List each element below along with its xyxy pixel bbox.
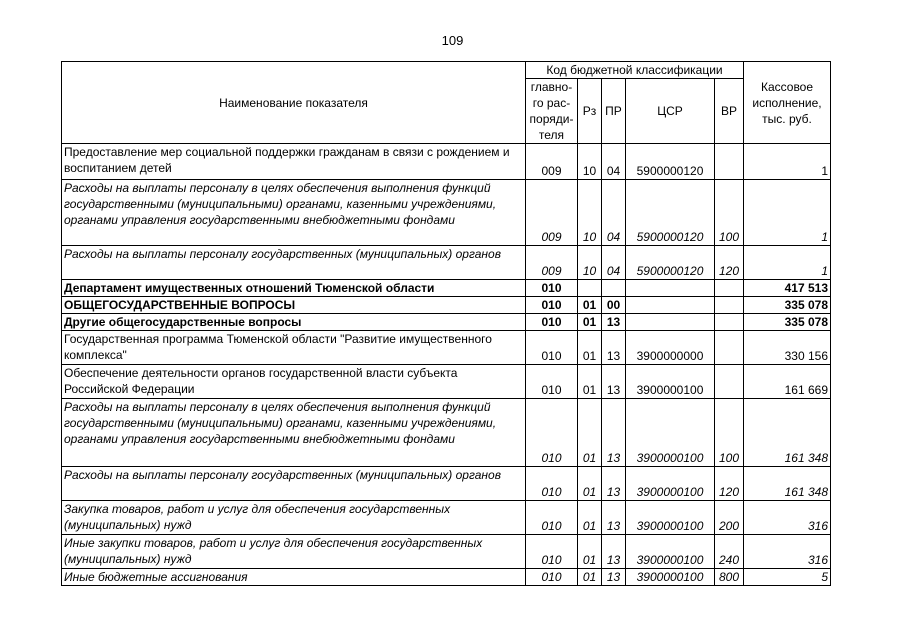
section-cell: 01 [578, 501, 602, 535]
expense-type-cell: 240 [715, 535, 744, 569]
table-row [62, 535, 831, 569]
main-manager-cell: 010 [526, 535, 578, 569]
name-cell: Закупка товаров, работ и услуг для обеспечения государственных (муниципальных) нужд [62, 501, 526, 535]
name-cell: Иные бюджетные ассигнования [62, 569, 526, 586]
target-item-cell: 3900000100 [626, 467, 715, 501]
expense-type-cell: 800 [715, 569, 744, 586]
section-cell: 10 [578, 144, 602, 180]
table-row [62, 399, 831, 467]
execution-sum-cell: 1 [744, 144, 831, 180]
target-item-cell: 3900000100 [626, 399, 715, 467]
table-row [62, 501, 831, 535]
main-manager-cell: 010 [526, 331, 578, 365]
name-cell: Департамент имущественных отношений Тюменской области [62, 280, 526, 297]
target-item-cell: 3900000100 [626, 501, 715, 535]
section-cell [578, 280, 602, 297]
main-manager-cell: 010 [526, 365, 578, 399]
main-manager-cell: 010 [526, 314, 578, 331]
header-expense-type: ВР [715, 79, 744, 144]
expense-type-cell: 100 [715, 399, 744, 467]
table-row [62, 331, 831, 365]
target-item-cell [626, 297, 715, 314]
header-name: Наименование показателя [62, 62, 526, 144]
execution-sum-cell: 161 348 [744, 399, 831, 467]
section-cell: 10 [578, 180, 602, 246]
execution-sum-cell: 161 348 [744, 467, 831, 501]
execution-sum-cell: 316 [744, 535, 831, 569]
execution-sum-cell: 1 [744, 180, 831, 246]
main-manager-cell: 010 [526, 297, 578, 314]
name-cell: Расходы на выплаты персоналу в целях обеспечения выполнения функций государственными (муниципальными) органами, казенными учреждениями, органами управления государственными внебюджетными фондами [62, 180, 526, 246]
expense-type-cell: 200 [715, 501, 744, 535]
header-target-item: ЦСР [626, 79, 715, 144]
target-item-cell: 5900000120 [626, 246, 715, 280]
expense-type-cell [715, 280, 744, 297]
page-number: 109 [441, 33, 464, 48]
name-cell: Иные закупки товаров, работ и услуг для обеспечения государственных (муниципальных) нужд [62, 535, 526, 569]
table-row [62, 569, 831, 586]
header-section: Рз [578, 79, 602, 144]
subsection-cell: 13 [602, 569, 626, 586]
section-cell: 01 [578, 314, 602, 331]
subsection-cell: 04 [602, 180, 626, 246]
expense-type-cell [715, 365, 744, 399]
expense-type-cell: 120 [715, 246, 744, 280]
expense-type-cell [715, 314, 744, 331]
target-item-cell [626, 280, 715, 297]
section-cell: 01 [578, 399, 602, 467]
execution-sum-cell: 330 156 [744, 331, 831, 365]
expense-type-cell [715, 331, 744, 365]
subsection-cell: 13 [602, 314, 626, 331]
execution-sum-cell: 417 513 [744, 280, 831, 297]
section-cell: 01 [578, 569, 602, 586]
expense-type-cell: 120 [715, 467, 744, 501]
expense-type-cell [715, 297, 744, 314]
target-item-cell: 3900000100 [626, 569, 715, 586]
name-cell: Государственная программа Тюменской области "Развитие имущественного комплекса" [62, 331, 526, 365]
target-item-cell: 3900000100 [626, 365, 715, 399]
target-item-cell: 3900000000 [626, 331, 715, 365]
expense-type-cell: 100 [715, 180, 744, 246]
main-manager-cell: 010 [526, 280, 578, 297]
section-cell: 01 [578, 467, 602, 501]
budget-table [61, 61, 831, 586]
section-cell: 10 [578, 246, 602, 280]
table-row [62, 467, 831, 501]
main-manager-cell: 009 [526, 180, 578, 246]
subsection-cell: 04 [602, 144, 626, 180]
section-cell: 01 [578, 331, 602, 365]
execution-sum-cell: 5 [744, 569, 831, 586]
table-row [62, 180, 831, 246]
subsection-cell: 13 [602, 501, 626, 535]
name-cell: Расходы на выплаты персоналу государственных (муниципальных) органов [62, 467, 526, 501]
main-manager-cell: 010 [526, 467, 578, 501]
main-manager-cell: 009 [526, 246, 578, 280]
name-cell: Расходы на выплаты персоналу государственных (муниципальных) органов [62, 246, 526, 280]
header-execution-sum: Кассовое исполнение, тыс. руб. [744, 62, 831, 144]
main-manager-cell: 010 [526, 569, 578, 586]
subsection-cell: 13 [602, 535, 626, 569]
expense-type-cell [715, 144, 744, 180]
execution-sum-cell: 335 078 [744, 297, 831, 314]
main-manager-cell: 010 [526, 399, 578, 467]
subsection-cell: 00 [602, 297, 626, 314]
execution-sum-cell: 316 [744, 501, 831, 535]
target-item-cell [626, 314, 715, 331]
main-manager-cell: 009 [526, 144, 578, 180]
header-code-group: Код бюджетной классификации [526, 62, 744, 79]
section-cell: 01 [578, 365, 602, 399]
name-cell: Предоставление мер социальной поддержки гражданам в связи с рождением и воспитанием детей [62, 144, 526, 180]
section-cell: 01 [578, 535, 602, 569]
subsection-cell: 13 [602, 331, 626, 365]
header-main-manager: главно-го рас-поряди-теля [526, 79, 578, 144]
table-row [62, 365, 831, 399]
name-cell: Обеспечение деятельности органов государственной власти субъекта Российской Федерации [62, 365, 526, 399]
header-subsection: ПР [602, 79, 626, 144]
execution-sum-cell: 335 078 [744, 314, 831, 331]
target-item-cell: 5900000120 [626, 180, 715, 246]
table-row [62, 280, 831, 297]
name-cell: Расходы на выплаты персоналу в целях обеспечения выполнения функций государственными (муниципальными) органами, казенными учреждениями, органами управления государственными внебюджетными фондами [62, 399, 526, 467]
name-cell: Другие общегосударственные вопросы [62, 314, 526, 331]
target-item-cell: 3900000100 [626, 535, 715, 569]
subsection-cell [602, 280, 626, 297]
subsection-cell: 13 [602, 467, 626, 501]
subsection-cell: 13 [602, 399, 626, 467]
execution-sum-cell: 1 [744, 246, 831, 280]
table-row [62, 144, 831, 180]
table-row [62, 297, 831, 314]
subsection-cell: 04 [602, 246, 626, 280]
execution-sum-cell: 161 669 [744, 365, 831, 399]
main-manager-cell: 010 [526, 501, 578, 535]
table-row [62, 314, 831, 331]
target-item-cell: 5900000120 [626, 144, 715, 180]
subsection-cell: 13 [602, 365, 626, 399]
name-cell: ОБЩЕГОСУДАРСТВЕННЫЕ ВОПРОСЫ [62, 297, 526, 314]
section-cell: 01 [578, 297, 602, 314]
table-row [62, 246, 831, 280]
